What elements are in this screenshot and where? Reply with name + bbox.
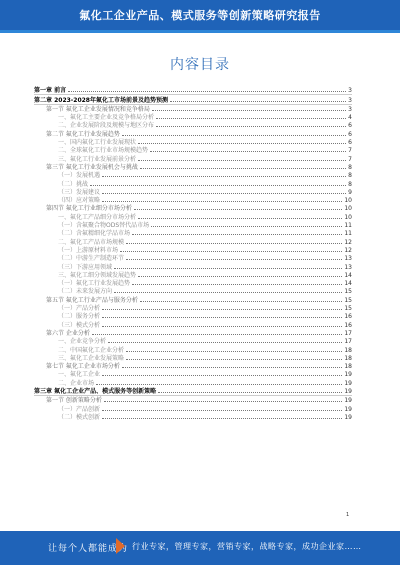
toc-leader-dots xyxy=(114,268,342,269)
toc-entry-page: 13 xyxy=(344,263,352,271)
toc-entry[interactable] xyxy=(34,113,352,121)
toc-entry-title: （一）上游原材料市场 xyxy=(58,246,119,254)
toc-entry-title: （一）发展机遇 xyxy=(58,172,101,180)
toc-entry-title: （二）中游生产制造环节 xyxy=(58,255,125,263)
toc-entry-page: 15 xyxy=(344,305,352,313)
toc-entry[interactable] xyxy=(34,204,352,212)
toc-entry-page: 12 xyxy=(344,246,352,254)
toc-entry[interactable] xyxy=(34,121,352,129)
toc-entry[interactable] xyxy=(34,105,352,113)
toc-leader-dots xyxy=(120,251,342,252)
toc-entry-page: 17 xyxy=(344,338,352,346)
toc-entry-title: （四）应对策略 xyxy=(58,197,101,205)
toc-entry-title: 第七节 氟化工企业市场分析 xyxy=(46,363,120,371)
toc-entry[interactable] xyxy=(34,396,352,404)
toc-entry-page: 18 xyxy=(344,346,352,354)
toc-entry-page: 12 xyxy=(344,238,352,246)
toc-entry[interactable] xyxy=(34,154,352,162)
toc-entry-title: 一、氟化工主要企业及竞争格局分析 xyxy=(58,114,155,122)
toc-entry-title: 第一节 创新策略分析 xyxy=(46,397,102,405)
toc-entry-title: 第三章 氟化工企业产品、模式服务等创新策略 xyxy=(34,387,157,395)
toc-entry[interactable] xyxy=(34,312,352,320)
toc-entry[interactable] xyxy=(34,138,352,146)
toc-entry-page: 19 xyxy=(344,379,352,387)
toc-entry[interactable] xyxy=(34,387,352,396)
toc-entry-page: 11 xyxy=(344,222,352,230)
toc-entry-title: 三、氟化工企业发展策略 xyxy=(58,354,125,362)
toc-entry-title: 二、氟化工产品市场规模 xyxy=(58,238,125,246)
toc-leader-dots xyxy=(102,326,342,327)
toc-entry-page: 17 xyxy=(344,329,352,337)
toc-leader-dots xyxy=(102,418,342,419)
toc-entry-title: 一、企业竞争分析 xyxy=(58,338,107,346)
toc-entry[interactable] xyxy=(34,304,352,312)
toc-entry-title: （三）下游应用领域 xyxy=(58,263,113,271)
toc-entry-title: 二、中国氟化工企业分析 xyxy=(58,346,125,354)
toc-entry-title: （三）模式分析 xyxy=(58,321,101,329)
toc-entry[interactable] xyxy=(34,378,352,386)
toc-entry-page: 11 xyxy=(344,230,352,238)
toc-entry[interactable] xyxy=(34,246,352,254)
toc-leader-dots xyxy=(126,351,342,352)
toc-entry-title: 第二章 2023-2028年氟化工市场前景及趋势预测 xyxy=(34,96,168,104)
report-title: 氟化工企业产品、模式服务等创新策略研究报告 xyxy=(79,9,321,22)
toc-entry-title: 第一章 前言 xyxy=(34,87,67,95)
toc-entry[interactable] xyxy=(34,196,352,204)
toc-entry[interactable] xyxy=(34,413,352,421)
toc-entry-page: 14 xyxy=(344,271,352,279)
toc-entry-title: （三）发展建议 xyxy=(58,188,101,196)
toc-entry[interactable] xyxy=(34,337,352,345)
toc-entry-title: 第四节 氟化工行业细分市场分析 xyxy=(46,205,132,213)
toc-leader-dots xyxy=(152,110,346,111)
toc-entry[interactable] xyxy=(34,262,352,270)
toc-entry-page: 9 xyxy=(348,188,352,196)
toc-entry-page: 15 xyxy=(344,288,352,296)
toc-leader-dots xyxy=(102,375,342,376)
toc-entry-title: 二、企业市场 xyxy=(58,379,95,387)
toc-leader-dots xyxy=(108,342,342,343)
toc-leader-dots xyxy=(96,384,342,385)
toc-leader-dots xyxy=(150,151,346,152)
toc-entry[interactable] xyxy=(34,329,352,337)
toc-entry-page: 3 xyxy=(348,87,352,95)
toc-entry-page: 16 xyxy=(344,321,352,329)
arrow-icon xyxy=(116,538,125,554)
toc-entry-page: 3 xyxy=(348,105,352,113)
toc-leader-dots xyxy=(140,168,346,169)
table-of-contents xyxy=(34,86,352,421)
toc-leader-dots xyxy=(90,185,346,186)
toc-entry[interactable] xyxy=(34,229,352,237)
footer-tagline: 让每个人都能成为 xyxy=(48,544,129,554)
toc-entry-title: 三、氟化工细分领域发展趋势 xyxy=(58,271,137,279)
toc-entry-title: 一、氟化工企业 xyxy=(58,371,101,379)
toc-leader-dots xyxy=(102,201,342,202)
toc-leader-dots xyxy=(138,276,342,277)
toc-entry[interactable] xyxy=(34,237,352,245)
toc-leader-dots xyxy=(102,176,346,177)
toc-entry-page: 13 xyxy=(344,255,352,263)
toc-leader-dots xyxy=(170,101,346,102)
toc-entry[interactable] xyxy=(34,86,352,95)
toc-entry-page: 10 xyxy=(344,213,352,221)
toc-entry[interactable] xyxy=(34,171,352,179)
toc-leader-dots xyxy=(134,209,342,210)
toc-leader-dots xyxy=(114,292,342,293)
toc-entry-page: 18 xyxy=(344,363,352,371)
toc-entry-title: 第五节 氟化工行业产品与服务分析 xyxy=(46,296,138,304)
toc-entry-page: 4 xyxy=(348,114,352,122)
toc-entry-page: 19 xyxy=(344,405,352,413)
toc-entry[interactable] xyxy=(34,254,352,262)
toc-leader-dots xyxy=(158,392,342,393)
toc-entry-title: 一、氟化工产品细分市场分析 xyxy=(58,213,137,221)
toc-entry-page: 6 xyxy=(348,139,352,147)
toc-entry[interactable] xyxy=(34,295,352,303)
toc-leader-dots xyxy=(132,284,342,285)
toc-entry[interactable] xyxy=(34,320,352,328)
toc-leader-dots xyxy=(138,218,342,219)
toc-leader-dots xyxy=(104,401,342,402)
toc-entry-page: 14 xyxy=(344,280,352,288)
toc-entry-title: （一）氟化工行业发展趋势 xyxy=(58,280,131,288)
toc-entry-page: 10 xyxy=(344,205,352,213)
toc-entry[interactable] xyxy=(34,221,352,229)
toc-entry-title: 三、氟化工行业发展前景分析 xyxy=(58,155,137,163)
toc-entry[interactable] xyxy=(34,129,352,137)
header-stripe xyxy=(0,30,400,33)
toc-entry[interactable] xyxy=(34,95,352,104)
toc-leader-dots xyxy=(122,367,342,368)
toc-entry-title: 二、企业发展阶段及规模与地区分布 xyxy=(58,122,155,130)
toc-heading: 内容目录 xyxy=(170,57,230,73)
toc-entry-title: 二、全球氟化工行业市场规模趋势 xyxy=(58,147,149,155)
toc-entry-title: 一、国内氟化工行业发展现状 xyxy=(58,139,137,147)
toc-leader-dots xyxy=(132,234,342,235)
toc-entry-page: 16 xyxy=(344,313,352,321)
toc-entry-page: 7 xyxy=(348,147,352,155)
toc-entry-page: 7 xyxy=(348,155,352,163)
toc-entry[interactable] xyxy=(34,188,352,196)
toc-entry-page: 10 xyxy=(344,197,352,205)
toc-entry-title: 第二节 氟化工行业发展趋势 xyxy=(46,130,120,138)
toc-entry-title: （二）未来发展方向 xyxy=(58,288,113,296)
toc-leader-dots xyxy=(102,317,342,318)
toc-entry[interactable] xyxy=(34,179,352,187)
toc-entry-page: 8 xyxy=(348,180,352,188)
toc-entry-page: 19 xyxy=(344,371,352,379)
toc-entry-title: （一）含氟聚合物ODS替代品市场 xyxy=(58,222,150,230)
toc-entry-title: （二）挑战 xyxy=(58,180,89,188)
toc-leader-dots xyxy=(102,410,342,411)
toc-leader-dots xyxy=(122,135,346,136)
toc-entry-title: 第一节 氟化工企业发展情况和竞争格局 xyxy=(46,105,150,113)
toc-entry-title: （一）产品分析 xyxy=(58,305,101,313)
footer-slogan: 行业专家，管理专家，营销专家，战略专家，成功企业家…… xyxy=(132,542,362,551)
toc-entry-title: 第三节 氟化工行业发展机会与挑战 xyxy=(46,163,138,171)
toc-entry[interactable] xyxy=(34,287,352,295)
toc-entry-page: 19 xyxy=(344,413,352,421)
toc-entry[interactable] xyxy=(34,370,352,378)
toc-entry-title: 第六节 企业分析 xyxy=(46,329,90,337)
toc-entry-page: 8 xyxy=(348,163,352,171)
toc-entry-page: 8 xyxy=(348,172,352,180)
toc-entry[interactable] xyxy=(34,354,352,362)
toc-entry-page: 15 xyxy=(344,296,352,304)
toc-leader-dots xyxy=(138,143,346,144)
toc-leader-dots xyxy=(68,91,346,92)
toc-entry-title: （一）产品创新 xyxy=(58,405,101,413)
toc-leader-dots xyxy=(102,309,342,310)
toc-entry[interactable] xyxy=(34,279,352,287)
toc-leader-dots xyxy=(140,301,342,302)
toc-leader-dots xyxy=(138,160,346,161)
toc-entry[interactable] xyxy=(34,345,352,353)
toc-leader-dots xyxy=(156,126,346,127)
toc-entry-title: （二）服务分析 xyxy=(58,313,101,321)
toc-entry-page: 19 xyxy=(344,387,352,395)
toc-entry-page: 18 xyxy=(344,354,352,362)
toc-leader-dots xyxy=(92,334,342,335)
toc-entry-page: 3 xyxy=(348,96,352,104)
toc-entry[interactable] xyxy=(34,163,352,171)
toc-entry-page: 6 xyxy=(348,130,352,138)
toc-entry-title: （二）含氟精细化学品市场 xyxy=(58,230,131,238)
page-number: 1 xyxy=(346,512,350,518)
toc-entry-title: （二）模式创新 xyxy=(58,413,101,421)
toc-leader-dots xyxy=(156,118,346,119)
toc-entry[interactable] xyxy=(34,404,352,412)
toc-entry[interactable] xyxy=(34,146,352,154)
toc-leader-dots xyxy=(126,359,342,360)
toc-entry[interactable] xyxy=(34,362,352,370)
toc-entry-page: 6 xyxy=(348,122,352,130)
toc-entry-page: 19 xyxy=(344,397,352,405)
toc-entry[interactable] xyxy=(34,271,352,279)
toc-entry[interactable] xyxy=(34,212,352,220)
toc-leader-dots xyxy=(151,226,342,227)
toc-leader-dots xyxy=(126,259,342,260)
toc-leader-dots xyxy=(102,193,346,194)
toc-leader-dots xyxy=(126,243,342,244)
